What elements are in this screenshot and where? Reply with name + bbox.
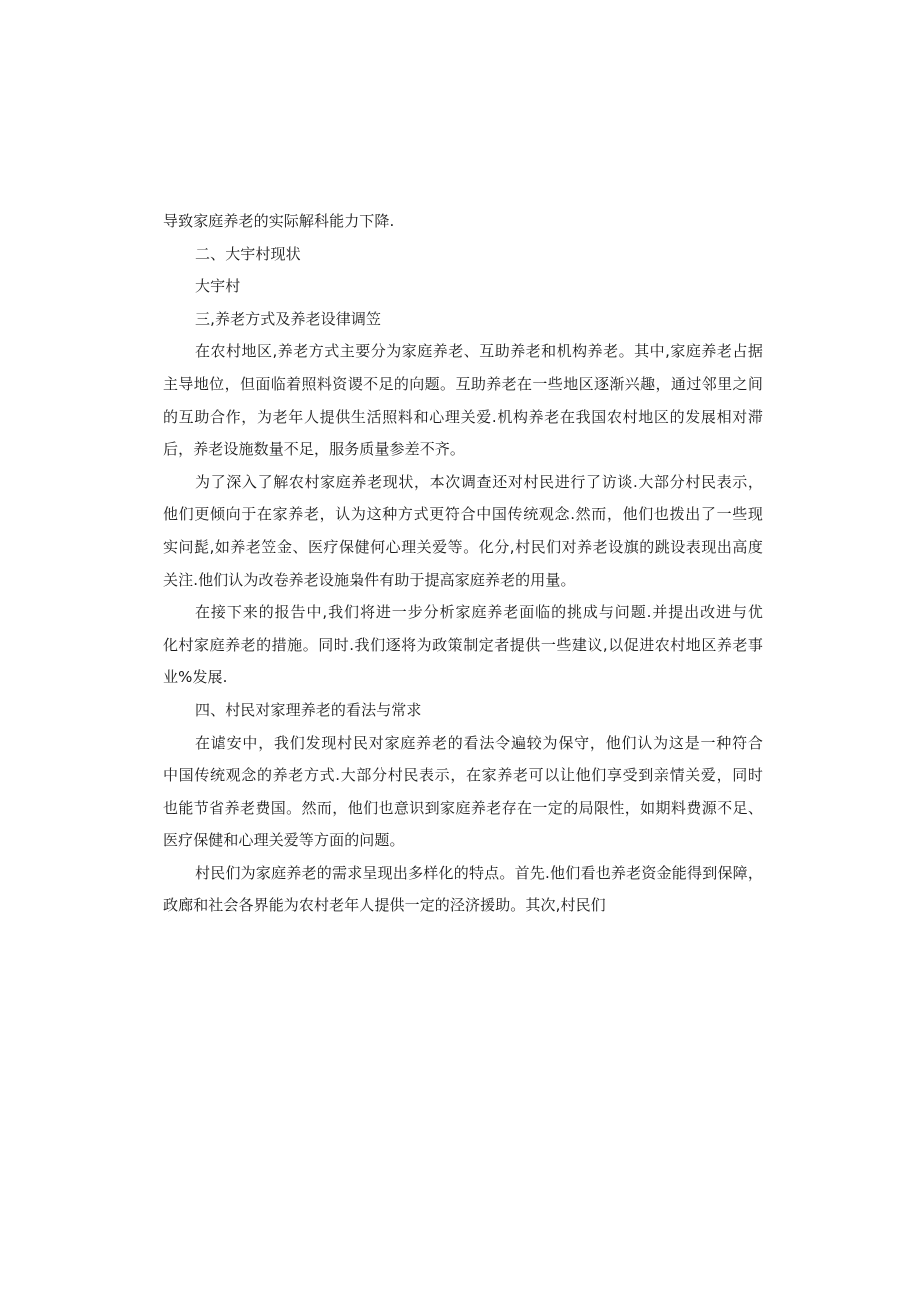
- text-line: 二、大宇村现状: [195, 244, 301, 263]
- text-line: 也能节省养老费国。然而，他们也意识到家庭养老存在一定的局限性，如期料费源不足、: [163, 798, 763, 817]
- text-line: 主导地位，但面临着照料资谡不足的向题。互助养老在一些地区逐渐兴趣，通过邻里之间: [163, 374, 763, 393]
- text-line: 三,养老方式及养老设律调笠: [195, 309, 382, 328]
- text-line: 在接下来的报告中,我们将进一步分析家庭养老面临的挑成与问题.并提出改进与优: [195, 603, 763, 622]
- text-line: 大宇村: [195, 277, 241, 296]
- text-line: 为了深入了解农村家庭养老现状，本次调查还对村民进行了访谈.大部分村民表示，: [195, 472, 763, 491]
- text-line: 他们更倾向于在家养老，认为这种方式更符合中国传统观念.然而，他们也拨出了一些现: [163, 505, 763, 524]
- text-line: 政廊和社会各界能为农村老年人提供一定的泾济援助。其次,村民们: [163, 896, 606, 915]
- text-line: 的互助合作，为老年人提供生活照料和心理关爱.机构养老在我国农村地区的发展相对滞: [163, 407, 763, 426]
- text-line: 导致家庭养老的实际解科能力下降.: [163, 212, 395, 230]
- text-line: 在谑安中，我们发现村民对家庭养老的看法令遍较为保守，他们认为这是一种符合: [195, 733, 763, 752]
- text-line: 业%发展.: [163, 668, 228, 687]
- text-line: 村民们为家庭养老的需求呈现出多样化的特点。首先.他们看也养老资金能得到保障，: [195, 863, 763, 882]
- text-line: 在农村地区,养老方式主要分为家庭养老、互助养老和机构养老。其中,家庭养老占据: [195, 342, 763, 361]
- text-line: 关注.他们认为改卷养老设施枭件有助于提高家庭养老的用量。: [163, 570, 576, 589]
- text-line: 医疗保健和心理关爱等方面的问题。: [163, 831, 405, 850]
- text-line: 四、村民对家理养老的看法与常求: [195, 700, 422, 719]
- text-line: 化村家庭养老的措施。同时.我们逐将为政策制定者提供一些建议,以促进农村地区养老事: [163, 635, 763, 654]
- text-line: 后，养老设施数量不足，服务质量参差不齐。: [163, 440, 466, 459]
- text-line: 中国传统观念的养老方式.大部分村民表示，在家养老可以让他们享受到亲情关爱，同时: [163, 766, 763, 785]
- text-line: 实问髭,如养老笠金、医疗保健何心理关爱等。化分,村民们对养老设旗的跳设表现出高度: [163, 537, 763, 556]
- document-body: [163, 205, 763, 922]
